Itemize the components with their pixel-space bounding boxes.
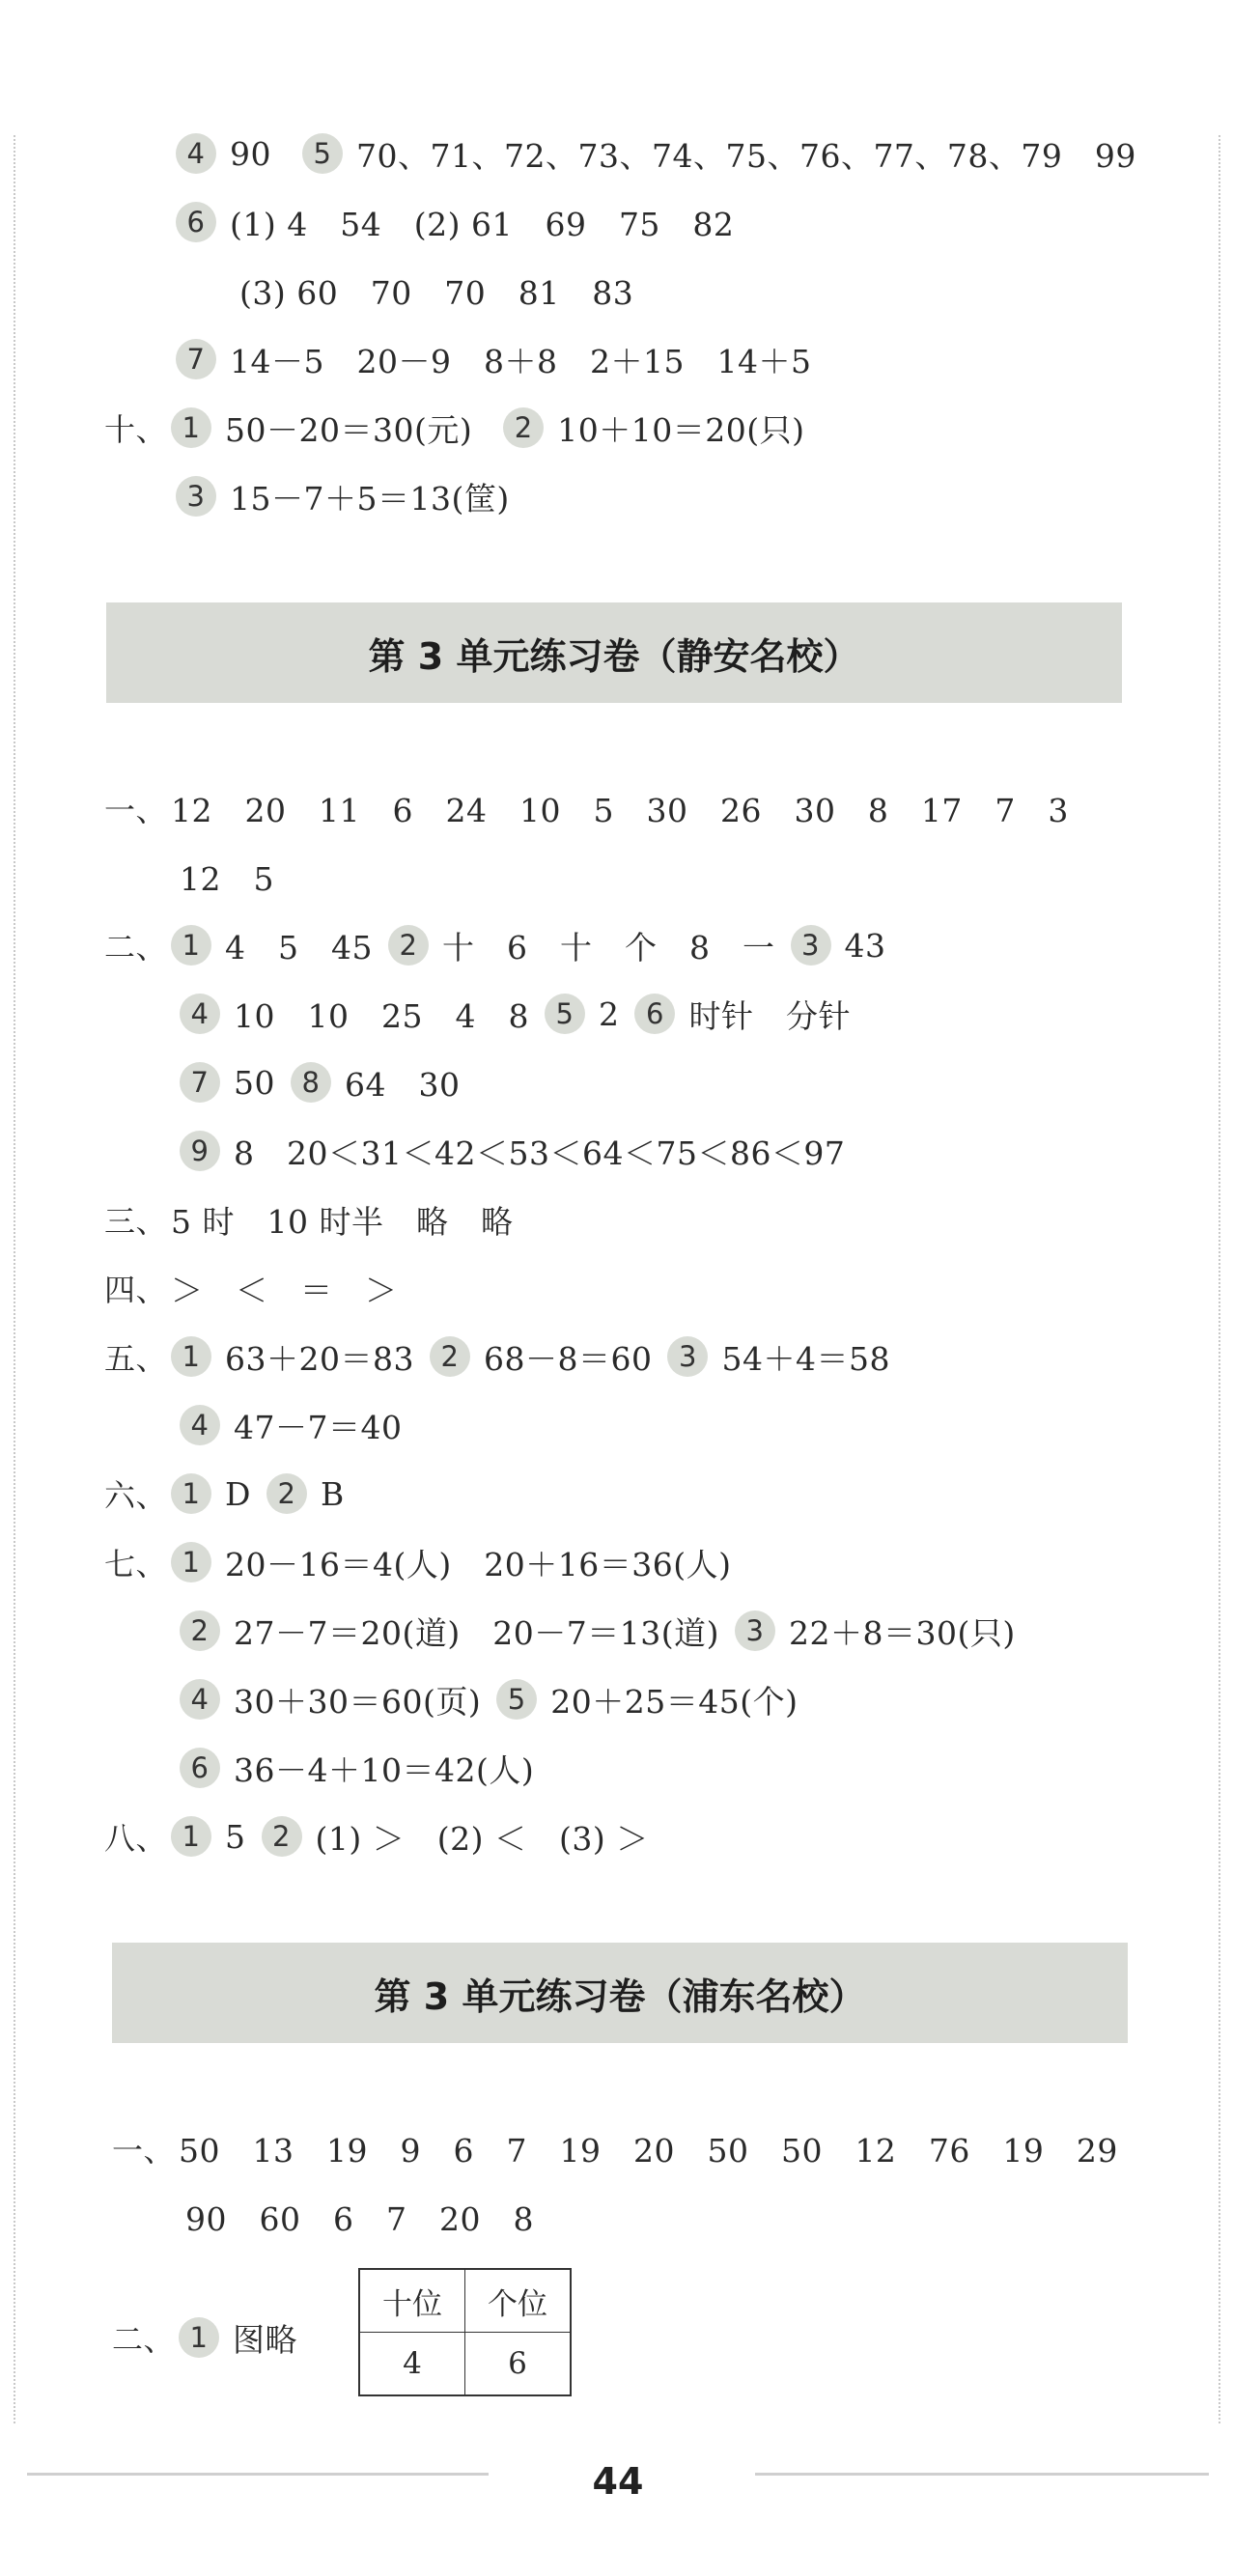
answer-line (180, 1601, 1016, 1661)
item-number: 5 (302, 133, 343, 174)
section-label: 五、 (104, 1340, 168, 1377)
footer-rule-left (27, 2473, 489, 2476)
item-number: 4 (180, 994, 220, 1034)
answer-text: 2 (598, 994, 620, 1033)
left-dotted-rule (14, 135, 15, 2423)
answer-text: 43 (844, 926, 886, 965)
answer-line (104, 915, 886, 975)
answer-text: (1) ＞ (2) ＜ (3) ＞ (315, 1819, 649, 1858)
answer-line (180, 1395, 402, 1455)
section-label: 六、 (104, 1477, 168, 1514)
answer-line (104, 778, 1069, 838)
section-label: 二、 (112, 2321, 176, 2358)
answer-text: 十 6 十 个 8 一 (442, 928, 775, 966)
answer-line (104, 1190, 513, 1249)
answer-text: 30＋30＝60(页) (234, 1682, 482, 1721)
answer-text: 63＋20＝83 (225, 1339, 414, 1378)
answer-line (112, 2308, 297, 2367)
item-number: 3 (735, 1610, 775, 1651)
answer-text: 8 20＜31＜42＜53＜64＜75＜86＜97 (234, 1134, 846, 1172)
place-value-table (358, 2268, 572, 2396)
item-number: 1 (171, 1816, 211, 1857)
answer-line (176, 329, 811, 389)
item-number: 2 (430, 1336, 470, 1377)
answer-text: B (320, 1474, 345, 1513)
answer-text: 90 60 6 7 20 8 (185, 2199, 534, 2238)
answer-line (104, 1327, 890, 1386)
table-cell-tens: 4 (359, 2333, 465, 2396)
table-header-tens: 十位 (359, 2269, 465, 2333)
section-label: 二、 (104, 929, 168, 966)
answer-text: 10＋10＝20(只) (557, 410, 805, 449)
item-number: 2 (388, 925, 429, 966)
section-title-banner: 第 3 单元练习卷（静安名校） (106, 602, 1122, 703)
section-label: 一、 (112, 2132, 176, 2169)
answer-line (176, 466, 510, 526)
section-label: 八、 (104, 1820, 168, 1857)
answer-text: 图略 (233, 2320, 298, 2359)
answer-text: D (225, 1474, 251, 1513)
answer-text: 12 20 11 6 24 10 5 30 26 30 8 17 7 3 (171, 791, 1069, 829)
section-title-banner: 第 3 单元练习卷（浦东名校） (112, 1943, 1128, 2043)
answer-line (112, 2118, 1118, 2178)
answer-line (180, 1121, 845, 1181)
item-number: 6 (176, 202, 216, 242)
answer-text: 20－16＝4(人) 20＋16＝36(人) (225, 1545, 732, 1583)
section-label: 三、 (104, 1203, 168, 1240)
item-number: 1 (171, 1473, 211, 1514)
item-number: 2 (262, 1816, 302, 1857)
item-number: 1 (171, 925, 211, 966)
answer-text: 5 (225, 1817, 246, 1856)
answer-line (180, 1738, 534, 1798)
answer-text: 14－5 20－9 8＋8 2＋15 14＋5 (230, 342, 812, 380)
answer-text: 64 30 (345, 1065, 461, 1104)
item-number: 4 (176, 133, 216, 174)
answer-line (180, 847, 274, 907)
item-number: 4 (180, 1405, 220, 1445)
item-number: 5 (496, 1679, 537, 1720)
item-number: 3 (176, 476, 216, 517)
answer-text: ＞ ＜ ＝ ＞ (171, 1271, 398, 1309)
answer-text: 时针 分针 (688, 996, 851, 1035)
answer-line (180, 1052, 460, 1112)
answer-text: 50 (234, 1063, 275, 1102)
footer-rule-right (755, 2473, 1209, 2476)
item-number: 7 (180, 1062, 220, 1103)
answer-line (104, 1258, 398, 1318)
answer-line (104, 1806, 649, 1866)
answer-text: 22＋8＝30(只) (788, 1613, 1016, 1652)
item-number: 2 (266, 1473, 307, 1514)
item-number: 7 (176, 339, 216, 379)
section-label: 十、 (104, 411, 168, 448)
answer-line (176, 124, 1136, 183)
section-label: 四、 (104, 1272, 168, 1308)
table-cell-ones: 6 (465, 2333, 572, 2396)
answer-line (239, 261, 633, 321)
answer-line (180, 1669, 798, 1729)
item-number: 9 (180, 1131, 220, 1171)
answer-text: 15－7＋5＝13(筐) (230, 479, 510, 518)
answer-text: 4 5 45 (225, 928, 373, 966)
answer-text: 12 5 (180, 859, 274, 898)
answer-line (104, 1464, 345, 1524)
item-number: 6 (634, 994, 675, 1034)
answer-text: 47－7＝40 (234, 1408, 403, 1446)
answer-line (185, 2187, 534, 2247)
answer-text: 50 13 19 9 6 7 19 20 50 50 12 76 19 29 (179, 2131, 1118, 2170)
answer-line (180, 984, 851, 1044)
item-number: 1 (179, 2317, 219, 2358)
answer-line (104, 398, 804, 458)
item-number: 3 (791, 925, 831, 966)
item-number: 1 (171, 1542, 211, 1582)
item-number: 5 (545, 994, 585, 1034)
answer-text: 90 (230, 134, 271, 173)
answer-text: 20＋25＝45(个) (550, 1682, 799, 1721)
item-number: 1 (171, 407, 211, 448)
item-number: 3 (667, 1336, 708, 1377)
item-number: 6 (180, 1748, 220, 1788)
section-label: 七、 (104, 1546, 168, 1582)
answer-text: 10 10 25 4 8 (234, 996, 529, 1035)
answer-text: 70、71、72、73、74、75、76、77、78、79 99 (356, 136, 1136, 175)
answer-text: 36－4＋10＝42(人) (234, 1750, 535, 1789)
answer-text: 68－8＝60 (484, 1339, 653, 1378)
table-header-ones: 个位 (465, 2269, 572, 2333)
item-number: 8 (291, 1062, 331, 1103)
answer-text: 50－20＝30(元) (225, 410, 473, 449)
answer-text: 54＋4＝58 (721, 1339, 890, 1378)
page-number: 44 (592, 2460, 644, 2503)
answer-text: 5 时 10 时半 略 略 (171, 1202, 514, 1241)
item-number: 2 (180, 1610, 220, 1651)
item-number: 1 (171, 1336, 211, 1377)
answer-text: (3) 60 70 70 81 83 (239, 273, 634, 312)
right-dotted-rule (1219, 135, 1220, 2423)
item-number: 2 (503, 407, 544, 448)
item-number: 4 (180, 1679, 220, 1720)
answer-line (104, 1532, 731, 1592)
section-label: 一、 (104, 792, 168, 828)
answer-text: (1) 4 54 (2) 61 69 75 82 (230, 205, 735, 243)
answer-line (176, 192, 734, 252)
answer-text: 27－7＝20(道) 20－7＝13(道) (234, 1613, 719, 1652)
